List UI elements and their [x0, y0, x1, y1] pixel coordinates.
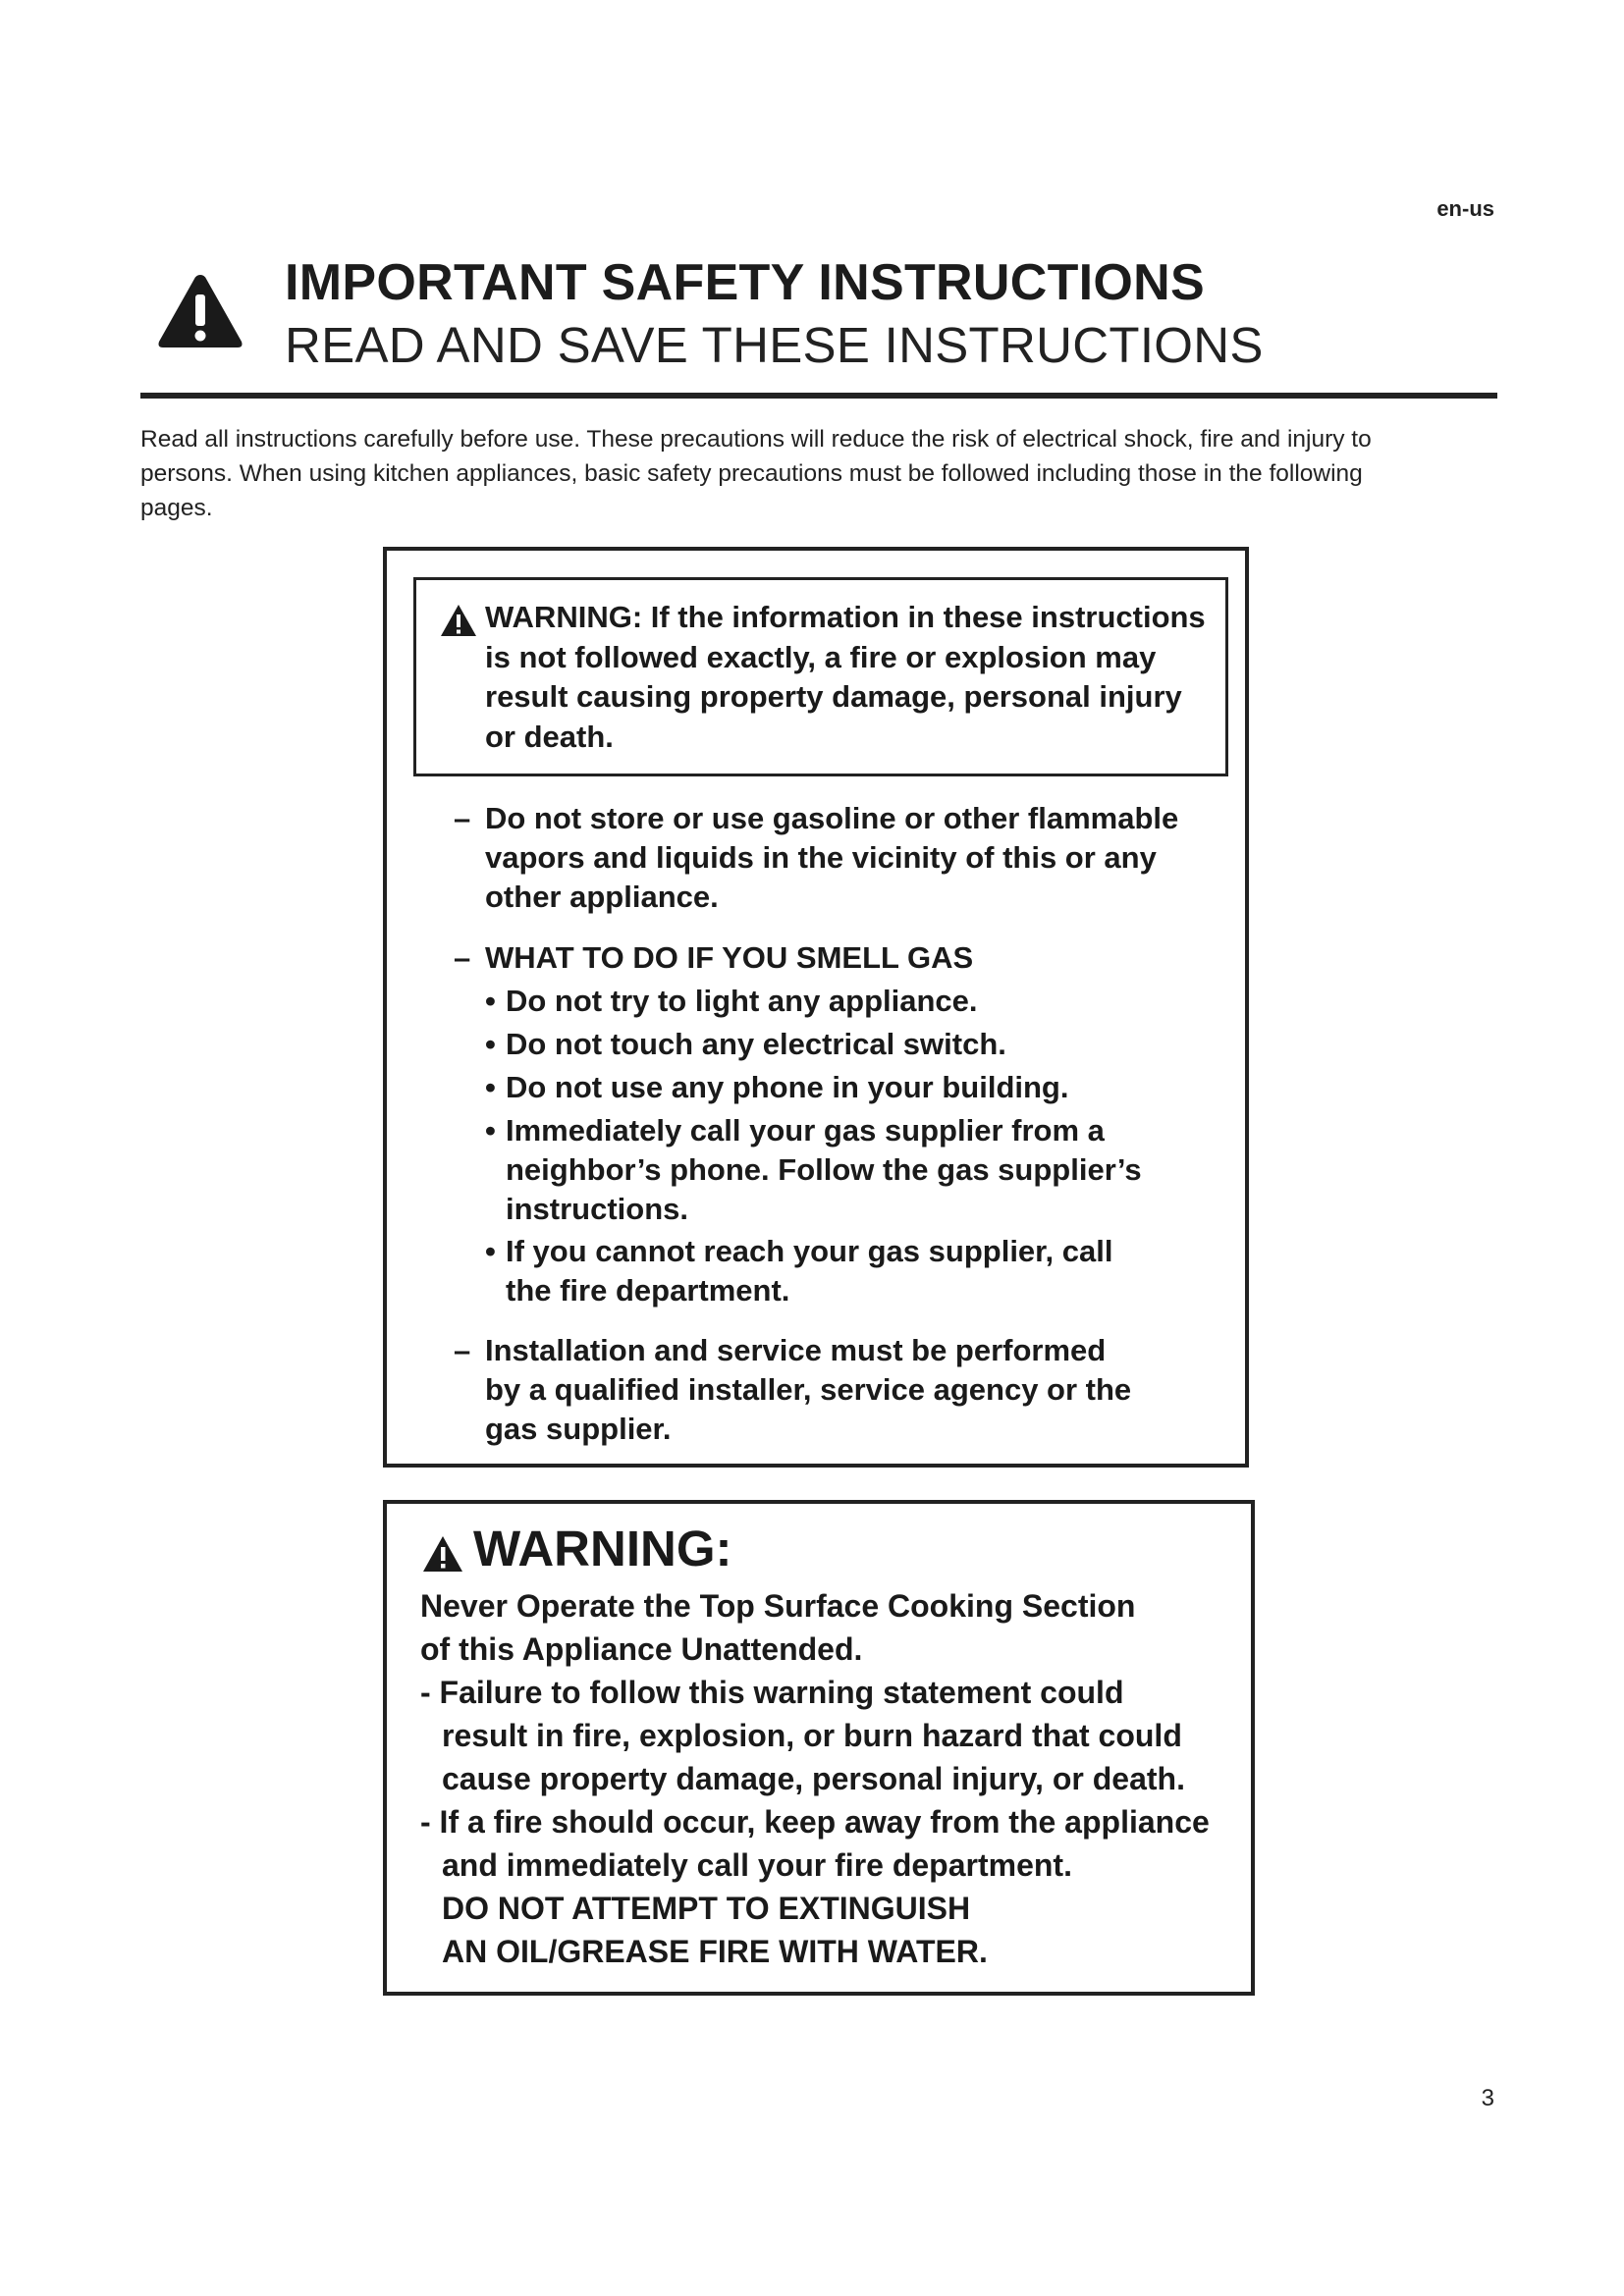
gas-bullet: Do not try to light any appliance.: [506, 984, 978, 1018]
warning-triangle-icon: [422, 1535, 463, 1573]
warning-triangle-icon: [440, 604, 477, 637]
text-line: by a qualified installer, service agency or the: [485, 1372, 1132, 1407]
smell-gas-heading: WHAT TO DO IF YOU SMELL GAS: [485, 940, 974, 975]
installation-item: [485, 1331, 1212, 1449]
text-line: Do not store or use gasoline or other flammable: [485, 801, 1179, 835]
bullet-marker: •: [485, 1070, 496, 1104]
gas-bullet: [506, 1111, 1193, 1229]
text-line: AN OIL/GREASE FIRE WITH WATER.: [442, 1934, 988, 1969]
intro-line: Read all instructions carefully before use. These precautions will reduce the risk of electrical shock, fire and injury to: [140, 426, 1372, 453]
page-number: 3: [1481, 2085, 1494, 2111]
dash-marker: –: [454, 801, 471, 835]
gas-bullet: Do not touch any electrical switch.: [506, 1027, 1006, 1061]
text-line: of this Appliance Unattended.: [420, 1631, 863, 1667]
bullet-marker: •: [485, 1027, 496, 1061]
bullet-marker: •: [485, 984, 496, 1018]
text-line: gas supplier.: [485, 1412, 672, 1446]
dash-marker: –: [454, 1333, 471, 1367]
text-line: WARNING: If the information in these instructions: [485, 600, 1206, 634]
text-line: the fire department.: [506, 1273, 790, 1308]
locale-label: en-us: [1436, 196, 1494, 221]
warning-header-text: [485, 598, 1212, 757]
page-title: IMPORTANT SAFETY INSTRUCTIONS: [285, 254, 1206, 311]
text-line: vapors and liquids in the vicinity of this or any: [485, 840, 1157, 875]
text-line: Never Operate the Top Surface Cooking Section: [420, 1588, 1136, 1624]
text-line: is not followed exactly, a fire or explosion may: [485, 639, 1157, 674]
text-line: cause property damage, personal injury, or death.: [442, 1761, 1185, 1796]
text-line: or death.: [485, 719, 614, 754]
intro-paragraph: [140, 422, 1497, 525]
gas-bullet: [506, 1232, 1193, 1310]
intro-line: pages.: [140, 495, 213, 521]
text-line: result in fire, explosion, or burn hazard that could: [442, 1718, 1182, 1753]
text-line: Immediately call your gas supplier from a: [506, 1113, 1105, 1148]
gas-bullet: Do not use any phone in your building.: [506, 1070, 1069, 1104]
text-line: If you cannot reach your gas supplier, call: [506, 1234, 1113, 1268]
warning-body: [420, 1584, 1235, 1973]
page-subtitle: READ AND SAVE THESE INSTRUCTIONS: [285, 317, 1264, 373]
text-line: result causing property damage, personal injury: [485, 679, 1182, 714]
text-line: DO NOT ATTEMPT TO EXTINGUISH: [442, 1891, 971, 1926]
intro-line: persons. When using kitchen appliances, basic safety precautions must be followed including those in the following: [140, 460, 1363, 487]
text-line: - Failure to follow this warning statement could: [420, 1675, 1124, 1710]
gas-warning-box: [383, 547, 1249, 1468]
text-line: neighbor’s phone. Follow the gas supplier’s: [506, 1152, 1142, 1187]
warning-title: WARNING:: [473, 1521, 732, 1576]
bullet-marker: •: [485, 1234, 496, 1268]
text-line: other appliance.: [485, 880, 719, 914]
dash-marker: –: [454, 940, 471, 975]
warning-triangle-icon: [157, 273, 244, 349]
text-line: and immediately call your fire department.: [442, 1847, 1072, 1883]
text-line: instructions.: [506, 1192, 689, 1226]
text-line: - If a fire should occur, keep away from the appliance: [420, 1804, 1210, 1840]
bullet-marker: •: [485, 1113, 496, 1148]
header-divider: [140, 393, 1497, 399]
text-line: Installation and service must be performed: [485, 1333, 1107, 1367]
warning-header-box: [413, 577, 1228, 776]
cooking-warning-box: [383, 1500, 1255, 1996]
flammable-item: [485, 799, 1212, 917]
